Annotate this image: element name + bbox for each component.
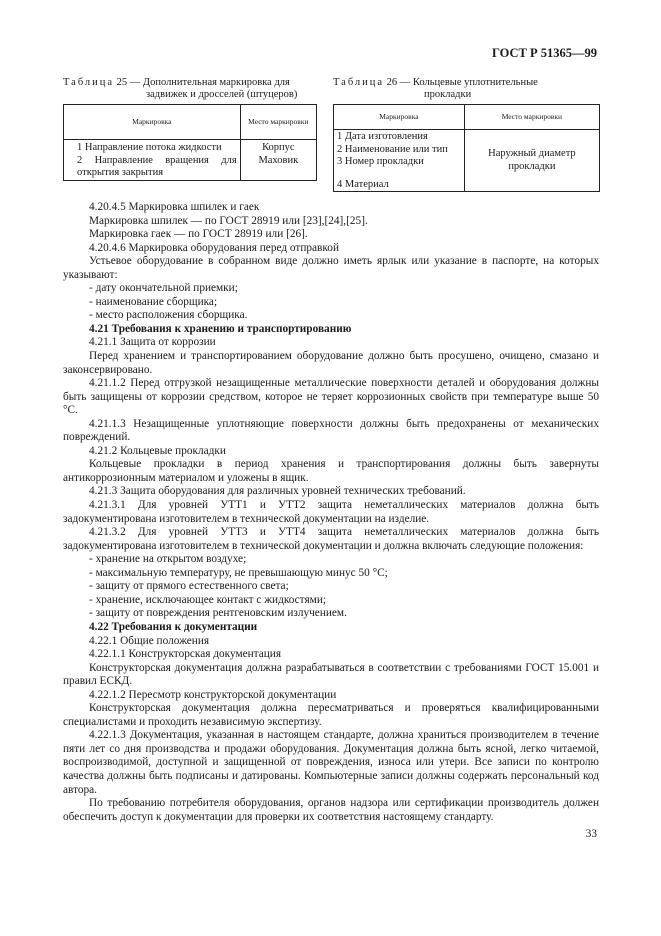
- paragraph: 4.21.3 Защита оборудования для различных уровней технических требований.: [89, 485, 466, 498]
- paragraph: Перед хранением и транспортированием оборудование должно быть просушено, очищено, смазано и законсервировано.: [63, 350, 599, 376]
- paragraph: 4.20.4.6 Маркировка оборудования перед отправкой: [89, 241, 339, 254]
- paragraph: 4.21.1.2 Перед отгрузкой незащищенные металлические поверхности деталей и оборудования должны быть защищены от коррозии средством, которое не теряет коррозионных свойств при температуре выше 50 °С.: [63, 377, 599, 417]
- paragraph: По требованию потребителя оборудования, органов надзора или сертификации производитель должен обеспечить доступ к документации для проверки их соответствия настоящему стандарту.: [63, 797, 599, 823]
- table25-caption-text: 25 — Дополнительная маркировка для: [116, 77, 290, 88]
- table26-mark-3: 3 Номер прокладки: [337, 156, 424, 167]
- list-item: - хранение на открытом воздухе;: [89, 553, 247, 566]
- document-body: [63, 201, 599, 824]
- list-item: - наименование сборщика;: [89, 295, 218, 308]
- paragraph: 4.21.2 Кольцевые прокладки: [89, 444, 226, 457]
- paragraph: Маркировка шпилек — по ГОСТ 28919 или [23],[24],[25].: [89, 214, 368, 227]
- table25-marks: [64, 140, 240, 180]
- table26-label: Таблица: [333, 77, 385, 88]
- section-heading: 4.22 Требования к документации: [89, 620, 258, 633]
- table25: [63, 104, 317, 181]
- table25-caption-cont: задвижек и дросселей (штуцеров): [146, 89, 298, 100]
- table25-row2-place: Маховик: [258, 154, 299, 166]
- paragraph: 4.22.1 Общие положения: [89, 634, 210, 647]
- table26-caption-cont: прокладки: [424, 89, 472, 100]
- paragraph: 4.21.3.1 Для уровней УТТ1 и УТТ2 защита неметаллических материалов должна быть задокументирована изготовителем в технической документации на изделие.: [63, 499, 599, 525]
- paragraph: Маркировка гаек — по ГОСТ 28919 или [26].: [89, 228, 308, 241]
- list-item: - место расположения сборщика.: [89, 309, 248, 322]
- paragraph: Кольцевые прокладки в период хранения и транспортирования должны быть завернуты антикоррозионным материалом и уложены в ящик.: [63, 458, 599, 484]
- table25-row1-place: Корпус: [262, 142, 295, 153]
- table25-row1-mark: 1 Направление потока жидкости: [77, 142, 222, 153]
- paragraph: 4.21.3.2 Для уровней УТТ3 и УТТ4 защита неметаллических материалов должна быть задокументирована изготовителем в технической документации и должна включать следующие положения:: [63, 526, 599, 552]
- table26-mark-2: 2 Наименование или тип: [337, 143, 448, 155]
- table25-col-marking: Маркировка: [64, 105, 241, 140]
- list-item: - максимальную температуру, не превышающую минус 50 °С;: [89, 566, 388, 579]
- table25-places: [241, 140, 316, 167]
- table26: [333, 104, 600, 192]
- document-header: ГОСТ Р 51365—99: [491, 46, 597, 60]
- table26-col-marking: Маркировка: [334, 105, 465, 130]
- table25-row2-mark: 2 Направление вращения для открытия закрытия: [77, 154, 237, 178]
- paragraph: 4.22.1.1 Конструкторская документация: [89, 648, 282, 661]
- table25-col-place: Место маркировки: [240, 105, 316, 140]
- table26-mark-4: 4 Материал: [337, 178, 389, 190]
- paragraph: 4.22.1.3 Документация, указанная в настоящем стандарте, должна храниться производителем в течение пяти лет со дня производства и продажи оборудования. Документация должна быть ясной, легко читаемой, воспроизводимой, доступной и защищенной от повреждения, износа или утери. Все записи по контролю качества должны быть подписаны и датированы. Компьютерные записи должны содержать персональный код автора.: [63, 729, 599, 796]
- table26-caption-text: 26 — Кольцевые уплотнительные: [386, 77, 538, 88]
- table26-caption: [333, 77, 603, 101]
- list-item: - дату окончательной приемки;: [89, 282, 238, 295]
- paragraph: 4.21.1 Защита от коррозии: [89, 336, 216, 349]
- paragraph: Конструкторская документация должна пересматриваться и проверяться квалифицированными специалистами и проходить независимую экспертизу.: [63, 702, 599, 728]
- paragraph: Устьевое оборудование в собранном виде должно иметь ярлык или указание в паспорте, на которых указывают:: [63, 255, 599, 281]
- page-number: 33: [585, 828, 597, 840]
- list-item: - защиту от повреждения рентгеновским излучением.: [89, 607, 347, 620]
- list-item: - хранение, исключающее контакт с жидкостями;: [89, 593, 327, 606]
- paragraph: 4.22.1.2 Пересмотр конструкторской документации: [89, 688, 337, 701]
- paragraph: Конструкторская документация должна разрабатываться в соответствии с требованиями ГОСТ 15.001 и правил ЕСКД.: [63, 661, 599, 688]
- table26-mark-1: 1 Дата изготовления: [337, 131, 428, 142]
- list-item: - защиту от прямого естественного света;: [89, 580, 289, 593]
- table25-caption: [63, 77, 313, 101]
- table26-place: Наружный диаметр прокладки: [488, 148, 576, 172]
- table25-label: Таблица: [63, 77, 115, 88]
- paragraph: 4.20.4.5 Маркировка шпилек и гаек: [89, 201, 260, 213]
- paragraph: 4.21.1.3 Незащищенные уплотняющие поверхности должны быть предохранены от механических повреждений.: [63, 417, 599, 444]
- table26-marks: [334, 130, 464, 191]
- table26-col-place: Место маркировки: [464, 105, 599, 130]
- section-heading: 4.21 Требования к хранению и транспортированию: [89, 322, 352, 335]
